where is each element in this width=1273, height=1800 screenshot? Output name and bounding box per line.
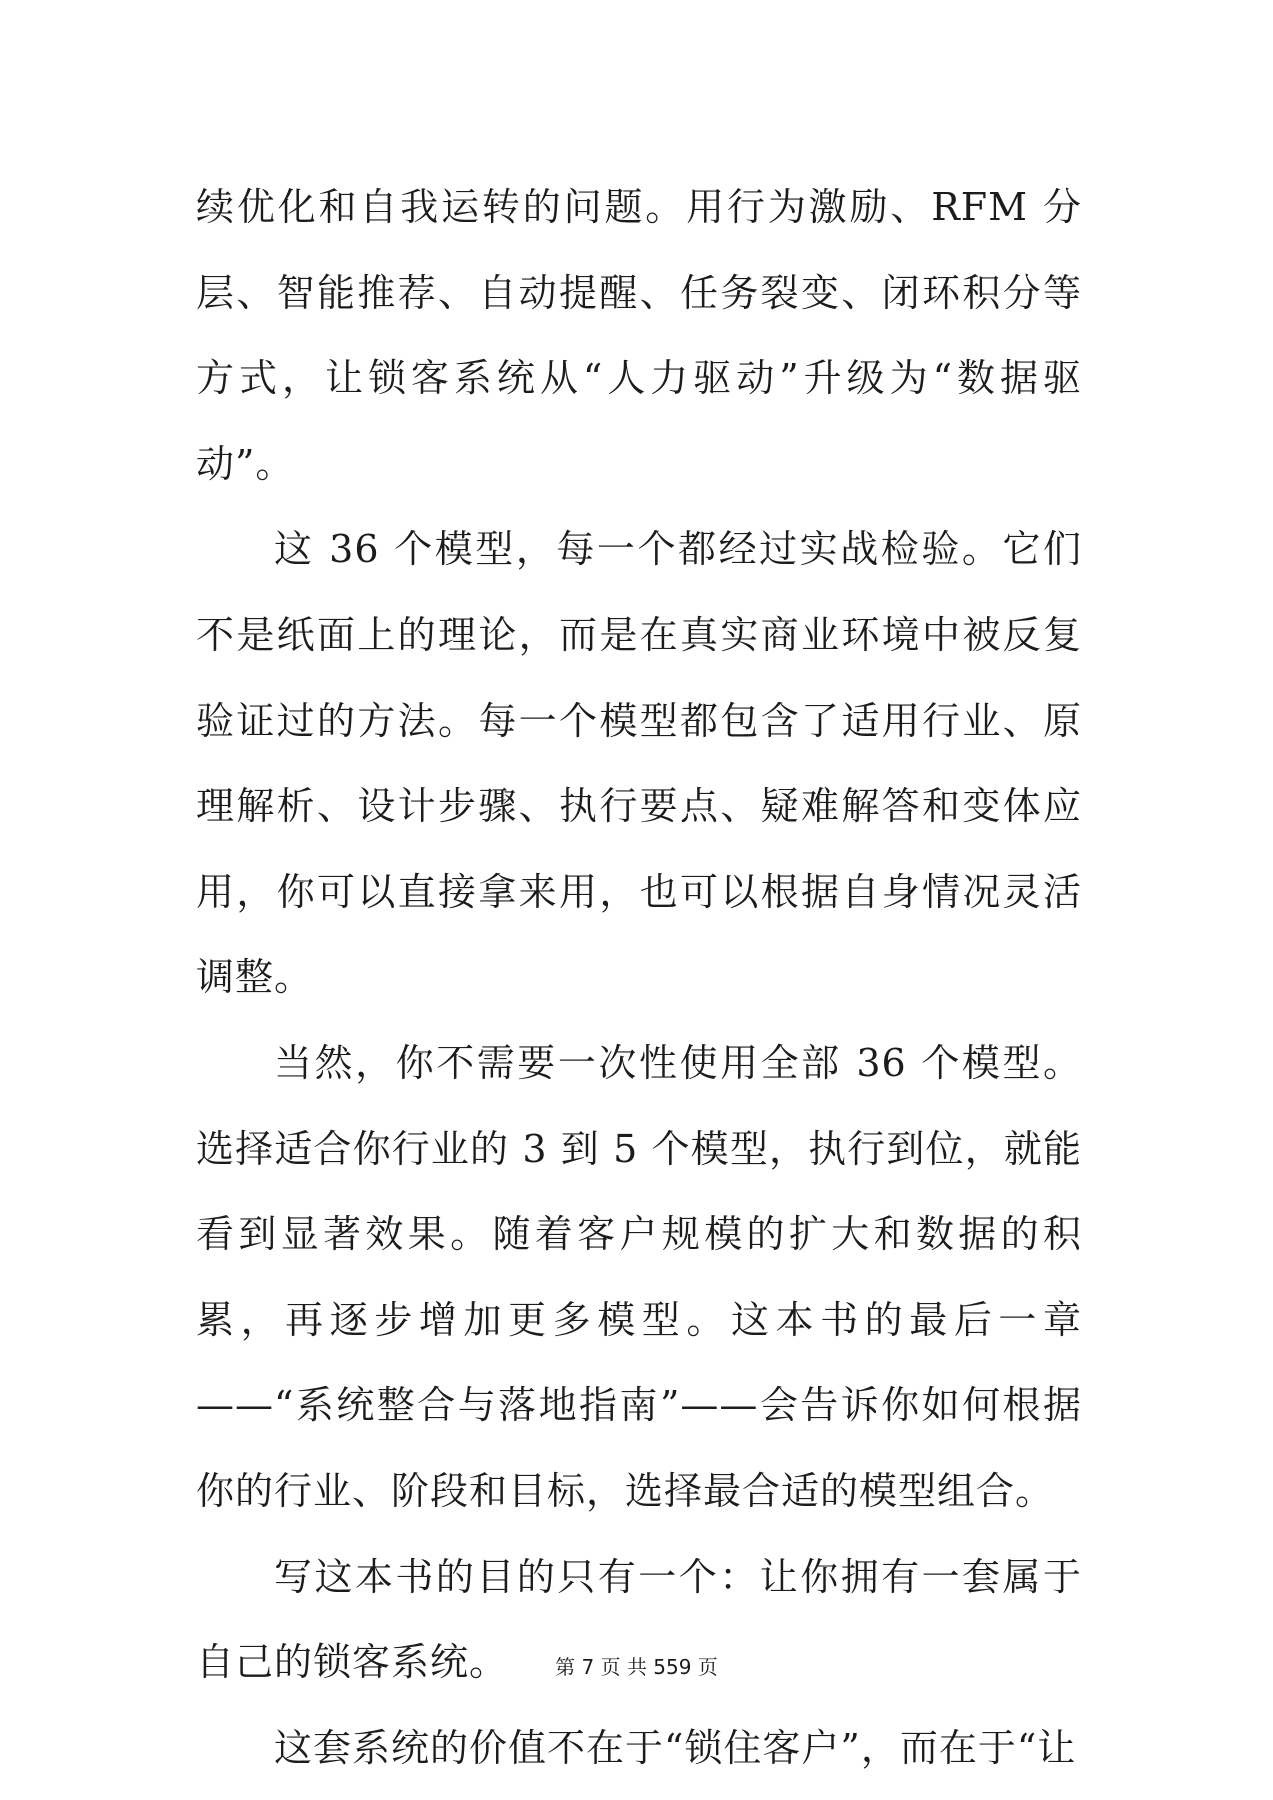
paragraph-5: 这套系统的价值不在于“锁住客户”，而在于“让 xyxy=(274,1725,1077,1770)
paragraph-2: 这 36 个模型，每一个都经过实战检验。它们不是纸面上的理论，而是在真实商业环境中被反复验证过的方法。每一个模型都包含了适用行业、原理解析、设计步骤、执行要点、疑难解答和变体应用，你可以直接拿来用，也可以根据自身情况灵活调整。 xyxy=(196,527,1082,1000)
body-text xyxy=(196,165,1082,1791)
paragraph-4: 写这本书的目的只有一个：让你拥有一套属于自己的锁客系统。 xyxy=(196,1554,1082,1685)
paragraph-3: 当然，你不需要一次性使用全部 36 个模型。选择适合你行业的 3 到 5 个模型，执行到位，就能看到显著效果。随着客户规模的扩大和数据的积累，再逐步增加更多模型。这本书的最后一章——“系统整合与落地指南”——会告诉你如何根据你的行业、阶段和目标，选择最合适的模型组合。 xyxy=(196,1040,1082,1513)
paragraph-1: 续优化和自我运转的问题。用行为激励、RFM 分层、智能推荐、自动提醒、任务裂变、闭环积分等方式，让锁客系统从“人力驱动”升级为“数据驱动”。 xyxy=(196,185,1082,486)
page-number-footer: 第 7 页 共 559 页 xyxy=(555,1655,718,1679)
